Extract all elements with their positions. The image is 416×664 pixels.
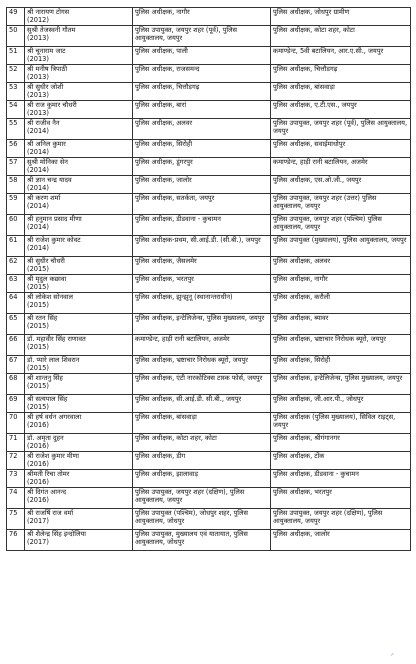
officer-name: श्री हर्ष वर्धन अगरवाला [27,413,82,421]
officer-name: श्री राजीव नैन [27,119,60,127]
new-posting: पुलिस उपायुक्त, जयपुर शहर (दक्षिण), पुलिस आयुक्तालय, जयपुर [273,509,383,525]
new-posting-cell [271,356,411,374]
serial-number-cell [7,335,25,356]
serial-number: 61 [9,236,18,244]
current-posting: कमाण्डेन्ट, हाड़ी रानी बटालियन, अजमेर [135,335,230,343]
officer-cell [25,257,133,275]
new-posting: पुलिस अधीक्षक, अलवर [273,257,331,265]
serial-number: 69 [9,395,18,403]
officer-cell [25,194,133,215]
transfer-table-body [7,8,411,551]
serial-number: 53 [9,83,18,91]
current-posting: पुलिस उपायुक्त (पश्चिम), जोधपुर शहर, पुलिस आयुक्तालय, जोधपुर [135,509,248,525]
table-row [7,488,411,509]
serial-number: 60 [9,215,18,223]
serial-number: 67 [9,356,18,364]
serial-number: 52 [9,65,18,73]
serial-number-cell [7,413,25,434]
batch-year: (2015) [27,343,49,351]
current-posting-cell [133,395,271,413]
table-row [7,236,411,257]
table-row [7,101,411,119]
batch-year: (2016) [27,421,49,429]
current-posting: पुलिस अधीक्षक, बांसवाड़ा [135,413,197,421]
officer-cell [25,356,133,374]
transfer-table [6,7,411,551]
officer-name: श्री शैलेन्द्र सिंह इन्दोलिया [27,530,87,538]
new-posting-cell [271,314,411,335]
table-row [7,434,411,452]
current-posting-cell [133,470,271,488]
new-posting-cell [271,374,411,395]
new-posting: पुलिस अधीक्षक, बांसवाड़ा [273,83,335,91]
officer-name: श्री नारायण टोगस [27,8,70,16]
batch-year: (2013) [27,34,49,42]
batch-year: (2015) [27,322,49,330]
serial-number-cell [7,470,25,488]
current-posting: पुलिस अधीक्षक, झालावाड़ [135,470,199,478]
serial-number-cell [7,509,25,530]
current-posting-cell [133,275,271,293]
serial-number-cell [7,158,25,176]
table-row [7,335,411,356]
serial-number-cell [7,257,25,275]
current-posting: पुलिस उपायुक्त, जयपुर शहर (दक्षिण), पुलिस आयुक्तालय, जयपुर [135,488,245,504]
serial-number-cell [7,374,25,395]
current-posting: पुलिस अधीक्षक, सिरोही [135,140,193,148]
new-posting-cell [271,8,411,26]
new-posting-cell [271,413,411,434]
batch-year: (2015) [27,301,49,309]
current-posting-cell [133,65,271,83]
officer-cell [25,509,133,530]
serial-number-cell [7,215,25,236]
serial-number: 74 [9,488,18,496]
current-posting: पुलिस अधीक्षक, भरतपुर [135,275,194,283]
batch-year: (2017) [27,517,49,525]
new-posting-cell [271,470,411,488]
current-posting-cell [133,215,271,236]
current-posting-cell [133,314,271,335]
officer-name: श्रीमती रिचा तोमर [27,470,70,478]
officer-name: डॉ. महावीर सिंह राणावत [27,335,86,343]
new-posting-cell [271,65,411,83]
new-posting-cell [271,194,411,215]
page-corner-mark: ⸍ [390,652,394,660]
current-posting: पुलिस अधीक्षक, झुन्झुनू (स्थानान्तराधीन) [135,293,233,301]
officer-cell [25,452,133,470]
officer-cell [25,236,133,257]
officer-cell [25,413,133,434]
batch-year: (2014) [27,244,49,252]
officer-cell [25,488,133,509]
new-posting: पुलिस अधीक्षक, श्रीगंगानगर [273,434,340,442]
serial-number-cell [7,314,25,335]
table-row [7,119,411,140]
current-posting: पुलिस उपायुक्त, मुख्यालय एवं यातायात, पुलिस आयुक्तालय, जोधपुर [135,530,248,546]
table-row [7,257,411,275]
current-posting-cell [133,434,271,452]
serial-number-cell [7,194,25,215]
serial-number: 55 [9,119,18,127]
new-posting: पुलिस अधीक्षक, ए.टी.एस., जयपुर [273,101,357,109]
batch-year: (2016) [27,496,49,504]
officer-name: श्री राजर्षि राज वर्मा [27,509,74,517]
table-row [7,47,411,65]
current-posting: पुलिस अधीक्षक, सतर्कता, जयपुर [135,194,215,202]
officer-name: सुश्री मोनिका सेन [27,158,68,166]
officer-cell [25,275,133,293]
serial-number: 57 [9,158,18,166]
current-posting-cell [133,488,271,509]
table-row [7,395,411,413]
serial-number-cell [7,356,25,374]
new-posting-cell [271,395,411,413]
new-posting-cell [271,83,411,101]
new-posting: पुलिस अधीक्षक (पुलिस मुख्यालय), सिविल राइट्स, जयपुर [273,413,396,429]
new-posting: पुलिस अधीक्षक, करौली [273,293,330,301]
officer-name: श्री अनिल कुमार [27,140,66,148]
serial-number: 68 [9,374,18,382]
serial-number-cell [7,293,25,314]
serial-number: 65 [9,314,18,322]
serial-number: 70 [9,413,18,421]
transfer-list-sheet [6,7,410,551]
current-posting-cell [133,236,271,257]
officer-cell [25,314,133,335]
serial-number: 63 [9,275,18,283]
serial-number: 49 [9,8,18,16]
serial-number-cell [7,530,25,551]
current-posting-cell [133,374,271,395]
new-posting: पुलिस अधीक्षक, जालोर [273,530,330,538]
officer-cell [25,158,133,176]
officer-name: श्री मृदुल कछावा [27,275,67,283]
officer-name: श्री सत्यपाल सिंह [27,395,68,403]
table-row [7,65,411,83]
serial-number: 64 [9,293,18,301]
officer-cell [25,374,133,395]
serial-number-cell [7,101,25,119]
new-posting-cell [271,293,411,314]
batch-year: (2015) [27,403,49,411]
current-posting-cell [133,335,271,356]
current-posting: पुलिस अधीक्षक, अलवर [135,119,193,127]
table-row [7,26,411,47]
officer-name: श्री सुधीर चौधरी [27,257,65,265]
current-posting-cell [133,356,271,374]
serial-number-cell [7,140,25,158]
serial-number: 73 [9,470,18,478]
current-posting-cell [133,257,271,275]
current-posting: पुलिस अधीक्षक, जैसलमेर [135,257,197,265]
batch-year: (2015) [27,364,49,372]
batch-year: (2015) [27,265,49,273]
table-row [7,509,411,530]
serial-number-cell [7,26,25,47]
current-posting: पुलिस अधीक्षक, नागौर [135,8,190,16]
new-posting-cell [271,452,411,470]
table-row [7,314,411,335]
officer-name: डॉ. प्यारे लाल शिवरान [27,356,80,364]
table-row [7,275,411,293]
officer-cell [25,434,133,452]
current-posting: पुलिस अधीक्षक, डीडवाना - कुचामन [135,215,221,223]
current-posting-cell [133,293,271,314]
new-posting: पुलिस अधीक्षक, सिरोही [273,356,331,364]
batch-year: (2016) [27,442,49,450]
current-posting: पुलिस अधीक्षक, इन्टेलिजेन्स, पुलिस मुख्यालय, जयपुर [135,314,265,322]
new-posting: पुलिस उपायुक्त (मुख्यालय), पुलिस आयुक्तालय, जयपुर [273,236,407,244]
new-posting-cell [271,257,411,275]
batch-year: (2014) [27,202,49,210]
new-posting: पुलिस अधीक्षक, भरतपुर [273,488,332,496]
officer-cell [25,176,133,194]
officer-cell [25,119,133,140]
officer-cell [25,470,133,488]
table-row [7,8,411,26]
officer-name: सुश्री तेजस्वनी गौतम [27,26,76,34]
table-row [7,176,411,194]
current-posting: पुलिस अधीक्षक, चित्तौडगढ़ [135,83,200,91]
current-posting-cell [133,83,271,101]
new-posting: पुलिस अधीक्षक, टोंक [273,452,325,460]
serial-number-cell [7,83,25,101]
officer-cell [25,530,133,551]
new-posting-cell [271,236,411,257]
new-posting: पुलिस अधीक्षक, चित्तौडगढ़ [273,65,338,73]
batch-year: (2013) [27,91,49,99]
table-row [7,158,411,176]
new-posting-cell [271,434,411,452]
new-posting: पुलिस अधीक्षक, डीडवाना - कुचामन [273,470,359,478]
batch-year: (2014) [27,166,49,174]
batch-year: (2017) [27,538,49,546]
new-posting-cell [271,215,411,236]
new-posting: पुलिस अधीक्षक, जी.आर.पी., जोधपुर [273,395,364,403]
officer-cell [25,215,133,236]
current-posting: पुलिस अधीक्षक, एंटी नारकोटिक्स टास्क फोर्स, जयपुर [135,374,263,382]
officer-cell [25,83,133,101]
new-posting: पुलिस अधीक्षक, सवाईमाधोपुर [273,140,346,148]
serial-number-cell [7,65,25,83]
officer-name: श्री लोकेश सोनवाल [27,293,73,301]
new-posting: पुलिस अधीक्षक, भ्रष्टाचार निरोधक ब्यूरो, जयपुर [273,335,386,343]
serial-number: 62 [9,257,18,265]
serial-number: 54 [9,101,18,109]
current-posting-cell [133,140,271,158]
current-posting: पुलिस अधीक्षक, डूंगरपुर [135,158,193,166]
current-posting-cell [133,47,271,65]
batch-year: (2013) [27,55,49,63]
current-posting: पुलिस अधीक्षक, राजसमन्द [135,65,200,73]
officer-name: श्री राज कुमार चौधरी [27,101,77,109]
officer-cell [25,8,133,26]
officer-name: डॉ. अमृता दुहन [27,434,64,442]
current-posting-cell [133,158,271,176]
current-posting: पुलिस अधीक्षक, भ्रष्टाचार निरोधक ब्यूरो, जयपुर [135,356,248,364]
serial-number: 76 [9,530,18,538]
current-posting: पुलिस अधीक्षक, डीग [135,452,186,460]
serial-number-cell [7,434,25,452]
new-posting: पुलिस अधीक्षक, एस.ओ.जी., जयपुर [273,176,362,184]
officer-name: श्री शान्तनु सिंह [27,374,63,382]
table-row [7,452,411,470]
serial-number-cell [7,47,25,65]
current-posting: पुलिस अधीक्षक, जालोर [135,176,192,184]
new-posting-cell [271,158,411,176]
current-posting: पुलिस अधीक्षक, बारां [135,101,187,109]
serial-number: 66 [9,335,18,343]
serial-number: 59 [9,194,18,202]
new-posting: कमाण्डेन्ट, 5वी बटालियन, आर.ए.सी., जयपुर [273,47,384,55]
current-posting: पुलिस अधीक्षक, पाली [135,47,188,55]
batch-year: (2015) [27,382,49,390]
current-posting-cell [133,509,271,530]
new-posting-cell [271,488,411,509]
new-posting-cell [271,47,411,65]
new-posting-cell [271,275,411,293]
table-row [7,530,411,551]
officer-cell [25,293,133,314]
serial-number: 75 [9,509,18,517]
current-posting-cell [133,194,271,215]
table-row [7,194,411,215]
new-posting: पुलिस अधीक्षक, इन्टेलिजेन्स, पुलिस मुख्यालय, जयपुर [273,374,403,382]
new-posting-cell [271,176,411,194]
new-posting-cell [271,26,411,47]
serial-number: 71 [9,434,18,442]
table-row [7,470,411,488]
new-posting: पुलिस अधीक्षक, कोटा शहर, कोटा [273,26,355,34]
new-posting-cell [271,140,411,158]
serial-number-cell [7,176,25,194]
new-posting: पुलिस अधीक्षक, ब्यावर [273,314,329,322]
officer-name: श्री राजेश कुमार कोवट [27,236,81,244]
new-posting-cell [271,509,411,530]
officer-name: श्री हनुमान प्रसाद मीणा [27,215,82,223]
officer-cell [25,65,133,83]
officer-cell [25,47,133,65]
serial-number: 56 [9,140,18,148]
table-row [7,140,411,158]
table-row [7,293,411,314]
officer-name: श्री राजेश कुमार मीणा [27,452,79,460]
officer-name: श्री चूनाराम जाट [27,47,66,55]
new-posting-cell [271,101,411,119]
officer-cell [25,26,133,47]
table-row [7,356,411,374]
new-posting: पुलिस अधीक्षक, नागौर [273,275,328,283]
officer-cell [25,395,133,413]
new-posting-cell [271,119,411,140]
serial-number-cell [7,395,25,413]
new-posting-cell [271,335,411,356]
current-posting-cell [133,101,271,119]
new-posting: कमाण्डेन्ट, हाड़ी रानी बटालियन, अजमेर [273,158,368,166]
table-row [7,215,411,236]
table-row [7,374,411,395]
batch-year: (2013) [27,109,49,117]
table-row [7,413,411,434]
officer-cell [25,335,133,356]
officer-name: श्री मनीष त्रिपाठी [27,65,68,73]
officer-name: श्री सुधीर जोशी [27,83,64,91]
officer-name: श्री दिगंत आनन्द [27,488,67,496]
new-posting: पुलिस उपायुक्त, जयपुर शहर (पश्चिम) पुलिस आयुक्तालय, जयपुर [273,215,382,231]
new-posting: पुलिस उपायुक्त, जयपुर शहर (उत्तर) पुलिस आयुक्तालय, जयपुर [273,194,377,210]
officer-name: श्री करण शर्मा [27,194,61,202]
current-posting: पुलिस अधीक्षक, कोटा शहर, कोटा [135,434,217,442]
officer-name: श्री रतन सिंह [27,314,58,322]
batch-year: (2013) [27,73,49,81]
serial-number-cell [7,275,25,293]
serial-number: 51 [9,47,18,55]
current-posting-cell [133,119,271,140]
batch-year: (2016) [27,478,49,486]
batch-year: (2012) [27,16,49,24]
new-posting-cell [271,530,411,551]
current-posting-cell [133,413,271,434]
current-posting-cell [133,530,271,551]
batch-year: (2014) [27,148,49,156]
batch-year: (2016) [27,460,49,468]
officer-cell [25,101,133,119]
current-posting: पुलिस उपायुक्त, जयपुर शहर (पूर्व), पुलिस आयुक्तालय, जयपुर [135,26,238,42]
serial-number-cell [7,236,25,257]
serial-number: 50 [9,26,18,34]
officer-cell [25,140,133,158]
current-posting-cell [133,452,271,470]
current-posting-cell [133,176,271,194]
serial-number-cell [7,452,25,470]
serial-number: 72 [9,452,18,460]
new-posting: पुलिस उपायुक्त, जयपुर शहर (पूर्व), पुलिस आयुक्तालय, जयपुर [273,119,408,135]
current-posting-cell [133,26,271,47]
batch-year: (2014) [27,223,49,231]
table-row [7,83,411,101]
new-posting: पुलिस अधीक्षक, जोधपुर ग्रामीण [273,8,350,16]
serial-number-cell [7,8,25,26]
serial-number-cell [7,119,25,140]
current-posting: पुलिस अधीक्षक, सी.आई.डी. सी.बी., जयपुर [135,395,242,403]
current-posting: पुलिस अधीक्षक-प्रथम, सी.आई.डी. (सी.बी.), जयपुर [135,236,261,244]
batch-year: (2014) [27,127,49,135]
serial-number-cell [7,488,25,509]
batch-year: (2014) [27,184,49,192]
serial-number: 58 [9,176,18,184]
batch-year: (2015) [27,283,49,291]
current-posting-cell [133,8,271,26]
officer-name: श्री ज्ञान चन्द्र यादव [27,176,72,184]
